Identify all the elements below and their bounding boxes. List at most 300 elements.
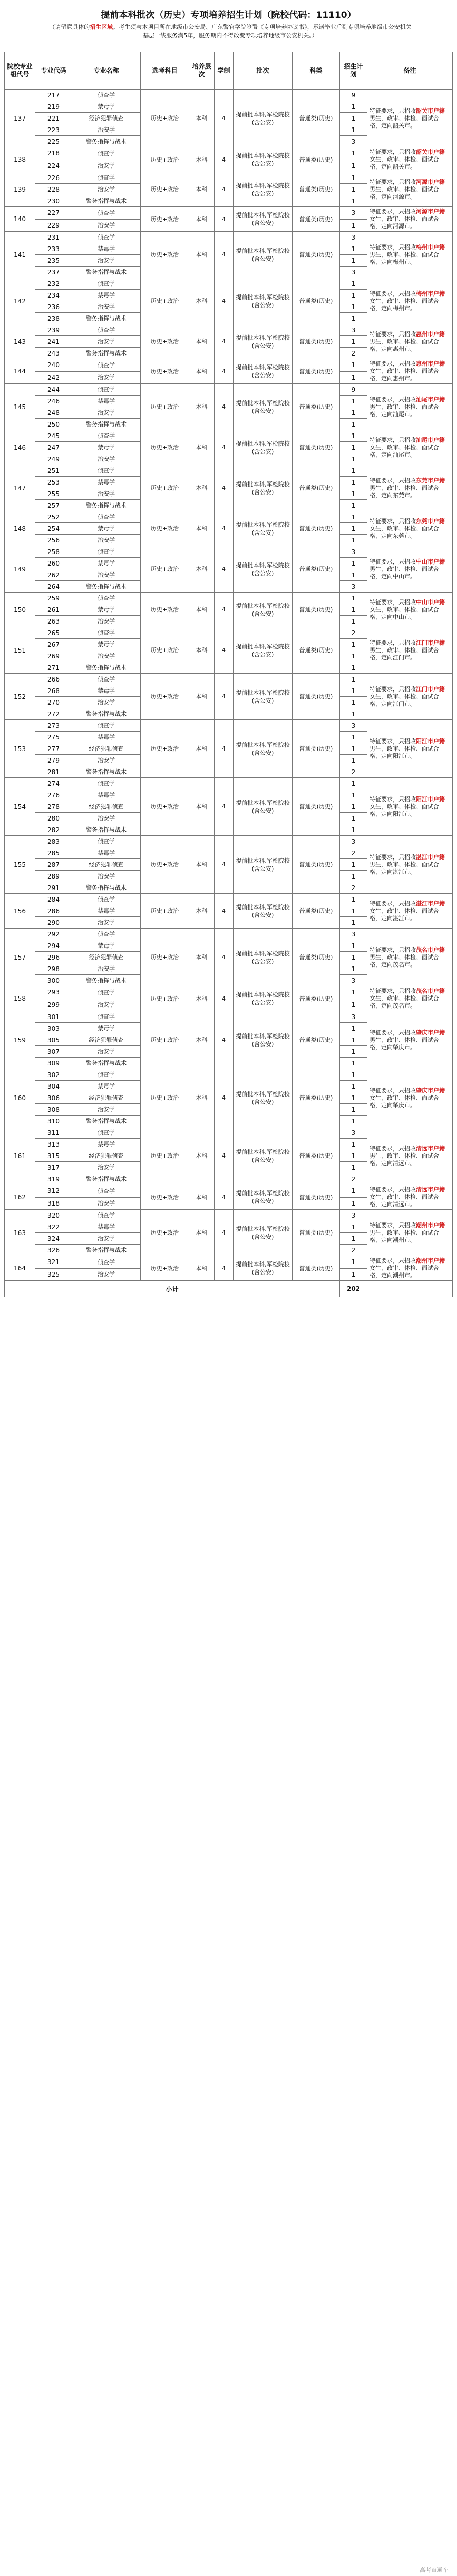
subject-cell: 历史+政治 <box>141 384 189 430</box>
remark-text: 特征要求，只招收 <box>370 1221 416 1229</box>
remark-text: 特征要求，只招收 <box>370 477 416 484</box>
plan-count-cell: 1 <box>340 593 367 604</box>
remark-text: 特征要求，只招收 <box>370 149 416 155</box>
subject-cell: 历史+政治 <box>141 90 189 147</box>
level-cell: 本科 <box>189 324 215 359</box>
enrollment-plan-table <box>4 52 453 1297</box>
remark-highlight: 惠州市户籍 <box>416 360 445 367</box>
remark-highlight: 清远市户籍 <box>416 1144 445 1152</box>
major-name-cell: 治安学 <box>72 616 141 627</box>
table-row <box>5 929 453 940</box>
remark-highlight: 阳江市户籍 <box>416 737 445 745</box>
major-name-cell: 警务指挥与战术 <box>72 1058 141 1069</box>
plan-count-cell: 3 <box>340 1210 367 1221</box>
group-code-cell: 140 <box>5 207 35 232</box>
category-cell: 普通类(历史) <box>293 465 340 511</box>
plan-count-cell: 1 <box>340 824 367 836</box>
major-name-cell: 治安学 <box>72 160 141 172</box>
plan-count-cell: 3 <box>340 975 367 986</box>
plan-count-cell: 1 <box>340 407 367 419</box>
major-code-cell: 310 <box>35 1116 72 1127</box>
subject-cell: 历史+政治 <box>141 207 189 232</box>
plan-count-cell: 2 <box>340 882 367 894</box>
plan-count-cell: 1 <box>340 755 367 766</box>
major-name-cell: 禁毒学 <box>72 940 141 952</box>
major-code-cell: 311 <box>35 1127 72 1139</box>
category-cell: 普通类(历史) <box>293 207 340 232</box>
level-cell: 本科 <box>189 674 215 720</box>
table-row <box>5 324 453 336</box>
subject-cell: 历史+政治 <box>141 1069 189 1127</box>
major-name-cell: 侦查学 <box>72 1011 141 1023</box>
plan-count-cell: 1 <box>340 674 367 685</box>
category-cell: 普通类(历史) <box>293 1185 340 1210</box>
remark-text: 特征要求，只招收 <box>370 396 416 403</box>
category-cell: 普通类(历史) <box>293 929 340 986</box>
major-name-cell: 警务指挥与战术 <box>72 1173 141 1185</box>
plan-count-cell: 1 <box>340 963 367 975</box>
batch-cell: 提前批本科,军检院校(含公安) <box>234 278 293 324</box>
major-name-cell: 禁毒学 <box>72 1081 141 1092</box>
major-code-cell: 228 <box>35 184 72 195</box>
major-code-cell: 243 <box>35 348 72 359</box>
group-code-cell: 155 <box>5 836 35 894</box>
remark-text: 特征要求，只招收 <box>370 517 416 525</box>
plan-count-cell: 1 <box>340 616 367 627</box>
major-code-cell: 322 <box>35 1221 72 1233</box>
major-name-cell: 治安学 <box>72 871 141 882</box>
group-code-cell: 151 <box>5 627 35 674</box>
major-code-cell: 251 <box>35 465 72 477</box>
major-code-cell: 263 <box>35 616 72 627</box>
major-code-cell: 271 <box>35 662 72 674</box>
major-code-cell: 280 <box>35 813 72 824</box>
level-cell: 本科 <box>189 894 215 929</box>
plan-count-cell: 2 <box>340 1245 367 1256</box>
major-code-cell: 289 <box>35 871 72 882</box>
major-code-cell: 318 <box>35 1197 72 1210</box>
batch-cell: 提前批本科,军检院校(含公安) <box>234 1127 293 1185</box>
table-body <box>5 90 453 1297</box>
batch-cell: 提前批本科,军检院校(含公安) <box>234 147 293 172</box>
table-row <box>5 1185 453 1198</box>
category-cell: 普通类(历史) <box>293 627 340 674</box>
level-cell: 本科 <box>189 1011 215 1069</box>
years-cell: 4 <box>215 90 234 147</box>
major-code-cell: 244 <box>35 384 72 396</box>
remark-text: 男生，政审、体检、面试合格，定向中山市。 <box>370 565 439 580</box>
major-code-cell: 223 <box>35 124 72 136</box>
major-name-cell: 警务指挥与战术 <box>72 975 141 986</box>
remark-text: 男生，政审、体检、面试合格，定向清远市。 <box>370 1152 439 1167</box>
table-row <box>5 1210 453 1221</box>
major-name-cell: 经济犯罪侦查 <box>72 1150 141 1162</box>
years-cell: 4 <box>215 627 234 674</box>
major-name-cell: 警务指挥与战术 <box>72 662 141 674</box>
years-cell: 4 <box>215 546 234 593</box>
category-cell: 普通类(历史) <box>293 324 340 359</box>
subject-cell: 历史+政治 <box>141 778 189 836</box>
major-name-cell: 禁毒学 <box>72 290 141 301</box>
plan-count-cell: 1 <box>340 101 367 113</box>
group-code-cell: 153 <box>5 720 35 778</box>
plan-count-cell: 1 <box>340 396 367 407</box>
level-cell: 本科 <box>189 172 215 207</box>
remark-text: 男生，政审、体检、面试合格，定向惠州市。 <box>370 338 439 352</box>
major-name-cell: 禁毒学 <box>72 558 141 569</box>
subject-cell: 历史+政治 <box>141 324 189 359</box>
major-code-cell: 252 <box>35 511 72 523</box>
major-code-cell: 277 <box>35 743 72 755</box>
major-code-cell: 282 <box>35 824 72 836</box>
remark-cell <box>367 359 453 384</box>
remark-text: 女生，政审、体检、面试合格，定向潮州市。 <box>370 1265 439 1279</box>
major-name-cell: 治安学 <box>72 569 141 581</box>
remark-text: 特征要求，只招收 <box>370 1144 416 1152</box>
remark-highlight: 汕尾市户籍 <box>416 436 445 443</box>
group-code-cell: 144 <box>5 359 35 384</box>
group-code-cell: 148 <box>5 511 35 546</box>
total-value-cell: 202 <box>340 1281 367 1297</box>
plan-count-cell: 3 <box>340 720 367 732</box>
major-code-cell: 291 <box>35 882 72 894</box>
level-cell: 本科 <box>189 465 215 511</box>
subject-cell: 历史+政治 <box>141 674 189 720</box>
category-cell: 普通类(历史) <box>293 172 340 207</box>
major-name-cell: 治安学 <box>72 755 141 766</box>
remark-text: 女生，政审、体检、面试合格，定向中山市。 <box>370 606 439 620</box>
major-name-cell: 禁毒学 <box>72 1139 141 1150</box>
plan-count-cell: 3 <box>340 581 367 593</box>
remark-cell <box>367 1256 453 1281</box>
total-label-cell: 小计 <box>5 1281 340 1297</box>
level-cell: 本科 <box>189 1185 215 1210</box>
remark-text: 特征要求，只招收 <box>370 178 416 185</box>
major-code-cell: 290 <box>35 917 72 929</box>
remark-highlight: 中山市户籍 <box>416 598 445 606</box>
level-cell: 本科 <box>189 207 215 232</box>
major-code-cell: 325 <box>35 1268 72 1281</box>
table-row <box>5 593 453 604</box>
remark-text: 女生，政审、体检、面试合格，定向江门市。 <box>370 693 439 707</box>
major-code-cell: 233 <box>35 243 72 255</box>
level-cell: 本科 <box>189 836 215 894</box>
note-text: 。考生须与本项目所在地级市公安局、广东警官学院签署《专项培养协议书》，承诺毕业后到专项培养地级市公安机关基层一线服务满5年，服务期内不得改变专项培养地级市公安机关。） <box>113 24 412 39</box>
level-cell: 本科 <box>189 511 215 546</box>
major-code-cell: 261 <box>35 604 72 616</box>
major-name-cell: 禁毒学 <box>72 243 141 255</box>
level-cell: 本科 <box>189 1256 215 1281</box>
major-name-cell: 经济犯罪侦查 <box>72 801 141 813</box>
major-name-cell: 治安学 <box>72 255 141 267</box>
remark-text: 女生，政审、体检、面试合格，定向汕尾市。 <box>370 443 439 458</box>
major-code-cell: 268 <box>35 685 72 697</box>
remark-highlight: 江门市户籍 <box>416 685 445 693</box>
header-level: 培养层次 <box>189 52 215 90</box>
remark-highlight: 韶关市户籍 <box>416 107 445 114</box>
plan-count-cell: 1 <box>340 535 367 546</box>
table-row <box>5 384 453 396</box>
plan-count-cell: 1 <box>340 1268 367 1281</box>
plan-count-cell: 1 <box>340 243 367 255</box>
major-code-cell: 319 <box>35 1173 72 1185</box>
plan-count-cell: 1 <box>340 917 367 929</box>
remark-highlight: 茂名市户籍 <box>416 946 445 953</box>
batch-cell: 提前批本科,军检院校(含公安) <box>234 1011 293 1069</box>
subject-cell: 历史+政治 <box>141 465 189 511</box>
remark-highlight: 河源市户籍 <box>416 178 445 185</box>
table-row <box>5 207 453 220</box>
years-cell: 4 <box>215 778 234 836</box>
major-name-cell: 治安学 <box>72 535 141 546</box>
major-code-cell: 231 <box>35 232 72 243</box>
major-name-cell: 治安学 <box>72 917 141 929</box>
major-name-cell: 侦查学 <box>72 894 141 905</box>
plan-count-cell: 3 <box>340 836 367 847</box>
remark-text: 特征要求，只招收 <box>370 1087 416 1094</box>
plan-count-cell: 1 <box>340 743 367 755</box>
major-name-cell: 侦查学 <box>72 172 141 184</box>
major-name-cell: 经济犯罪侦查 <box>72 859 141 871</box>
major-name-cell: 禁毒学 <box>72 477 141 488</box>
subject-cell: 历史+政治 <box>141 1011 189 1069</box>
subject-cell: 历史+政治 <box>141 232 189 278</box>
years-cell: 4 <box>215 1011 234 1069</box>
plan-count-cell: 1 <box>340 732 367 743</box>
major-code-cell: 249 <box>35 453 72 465</box>
major-code-cell: 281 <box>35 766 72 778</box>
major-name-cell: 治安学 <box>72 1268 141 1281</box>
remark-text: 女生，政审、体检、面试合格，定向惠州市。 <box>370 368 439 382</box>
remark-text: 特征要求，只招收 <box>370 988 416 994</box>
major-code-cell: 240 <box>35 359 72 372</box>
subject-cell: 历史+政治 <box>141 546 189 593</box>
major-code-cell: 321 <box>35 1256 72 1269</box>
remark-highlight: 东莞市户籍 <box>416 477 445 484</box>
group-code-cell: 145 <box>5 384 35 430</box>
major-code-cell: 299 <box>35 999 72 1011</box>
major-name-cell: 治安学 <box>72 371 141 384</box>
major-code-cell: 308 <box>35 1104 72 1116</box>
remark-highlight: 韶关市户籍 <box>416 149 445 155</box>
group-code-cell: 162 <box>5 1185 35 1210</box>
batch-cell: 提前批本科,军检院校(含公安) <box>234 986 293 1011</box>
major-code-cell: 241 <box>35 336 72 348</box>
batch-cell: 提前批本科,军检院校(含公安) <box>234 359 293 384</box>
table-row <box>5 720 453 732</box>
major-name-cell: 禁毒学 <box>72 847 141 859</box>
plan-count-cell: 1 <box>340 442 367 453</box>
major-name-cell: 警务指挥与战术 <box>72 500 141 511</box>
plan-count-cell: 1 <box>340 184 367 195</box>
remark-text: 特征要求，只招收 <box>370 946 416 953</box>
category-cell: 普通类(历史) <box>293 1127 340 1185</box>
remark-text: 女生，政审、体检、面试合格，定向清远市。 <box>370 1193 439 1208</box>
group-code-cell: 164 <box>5 1256 35 1281</box>
level-cell: 本科 <box>189 627 215 674</box>
plan-count-cell: 1 <box>340 453 367 465</box>
plan-count-cell: 1 <box>340 1116 367 1127</box>
major-name-cell: 警务指挥与战术 <box>72 1245 141 1256</box>
years-cell: 4 <box>215 172 234 207</box>
major-name-cell: 经济犯罪侦查 <box>72 743 141 755</box>
major-name-cell: 经济犯罪侦查 <box>72 1092 141 1104</box>
group-code-cell: 156 <box>5 894 35 929</box>
group-code-cell: 147 <box>5 465 35 511</box>
major-name-cell: 侦查学 <box>72 232 141 243</box>
group-code-cell: 142 <box>5 278 35 324</box>
major-code-cell: 294 <box>35 940 72 952</box>
plan-count-cell: 3 <box>340 546 367 558</box>
major-code-cell: 248 <box>35 407 72 419</box>
major-name-cell: 禁毒学 <box>72 685 141 697</box>
major-code-cell: 237 <box>35 267 72 278</box>
major-code-cell: 264 <box>35 581 72 593</box>
group-code-cell: 139 <box>5 172 35 207</box>
remark-highlight: 东莞市户籍 <box>416 517 445 525</box>
subject-cell: 历史+政治 <box>141 147 189 172</box>
major-name-cell: 侦查学 <box>72 1256 141 1269</box>
major-name-cell: 治安学 <box>72 813 141 824</box>
remark-text: 女生，政审、体检、面试合格，定向韶关市。 <box>370 156 439 170</box>
major-name-cell: 禁毒学 <box>72 604 141 616</box>
major-name-cell: 治安学 <box>72 336 141 348</box>
table-row <box>5 778 453 789</box>
plan-count-cell: 1 <box>340 195 367 207</box>
major-name-cell: 警务指挥与战术 <box>72 348 141 359</box>
remark-text: 特征要求，只招收 <box>370 853 416 861</box>
subject-cell: 历史+政治 <box>141 430 189 465</box>
category-cell: 普通类(历史) <box>293 511 340 546</box>
major-code-cell: 235 <box>35 255 72 267</box>
remark-highlight: 湛江市户籍 <box>416 853 445 861</box>
batch-cell: 提前批本科,军检院校(含公安) <box>234 90 293 147</box>
group-code-cell: 157 <box>5 929 35 986</box>
plan-table-wrapper <box>4 52 452 1297</box>
plan-count-cell: 1 <box>340 1081 367 1092</box>
remark-text: 特征要求，只招收 <box>370 639 416 646</box>
batch-cell: 提前批本科,军检院校(含公安) <box>234 836 293 894</box>
major-code-cell: 242 <box>35 371 72 384</box>
remark-text: 女生，政审、体检、面试合格，定向肇庆市。 <box>370 1094 439 1109</box>
major-code-cell: 257 <box>35 500 72 511</box>
subject-cell: 历史+政治 <box>141 836 189 894</box>
plan-count-cell: 1 <box>340 219 367 232</box>
plan-count-cell: 2 <box>340 627 367 639</box>
remark-cell <box>367 147 453 172</box>
category-cell: 普通类(历史) <box>293 986 340 1011</box>
remark-highlight: 惠州市户籍 <box>416 330 445 338</box>
major-code-cell: 301 <box>35 1011 72 1023</box>
major-name-cell: 禁毒学 <box>72 789 141 801</box>
major-name-cell: 治安学 <box>72 999 141 1011</box>
remark-highlight: 江门市户籍 <box>416 639 445 646</box>
plan-count-cell: 1 <box>340 778 367 789</box>
plan-count-cell: 1 <box>340 359 367 372</box>
level-cell: 本科 <box>189 720 215 778</box>
major-name-cell: 治安学 <box>72 488 141 500</box>
plan-count-cell: 1 <box>340 172 367 184</box>
batch-cell: 提前批本科,军检院校(含公安) <box>234 627 293 674</box>
major-name-cell: 治安学 <box>72 963 141 975</box>
remark-text: 特征要求，只招收 <box>370 795 416 803</box>
major-name-cell: 治安学 <box>72 184 141 195</box>
remark-cell <box>367 1185 453 1210</box>
major-code-cell: 285 <box>35 847 72 859</box>
remark-text: 男生，政审、体检、面试合格，定向汕尾市。 <box>370 403 439 418</box>
major-name-cell: 治安学 <box>72 219 141 232</box>
major-name-cell: 治安学 <box>72 1233 141 1245</box>
major-code-cell: 304 <box>35 1081 72 1092</box>
remark-text: 特征要求，只招收 <box>370 243 416 251</box>
remark-highlight: 阳江市户籍 <box>416 795 445 803</box>
years-cell: 4 <box>215 1210 234 1256</box>
plan-count-cell: 1 <box>340 488 367 500</box>
table-row <box>5 674 453 685</box>
major-code-cell: 221 <box>35 113 72 124</box>
table-row <box>5 278 453 290</box>
group-code-cell: 163 <box>5 1210 35 1256</box>
major-code-cell: 307 <box>35 1046 72 1058</box>
plan-count-cell: 1 <box>340 1150 367 1162</box>
major-name-cell: 警务指挥与战术 <box>72 1116 141 1127</box>
remark-text: 男生，政审、体检、面试合格，定向韶关市。 <box>370 114 439 129</box>
major-name-cell: 侦查学 <box>72 627 141 639</box>
category-cell: 普通类(历史) <box>293 147 340 172</box>
plan-count-cell: 3 <box>340 929 367 940</box>
batch-cell: 提前批本科,军检院校(含公安) <box>234 894 293 929</box>
major-name-cell: 侦查学 <box>72 278 141 290</box>
batch-cell: 提前批本科,军检院校(含公安) <box>234 384 293 430</box>
batch-cell: 提前批本科,军检院校(含公安) <box>234 207 293 232</box>
major-name-cell: 侦查学 <box>72 359 141 372</box>
remark-highlight: 清远市户籍 <box>416 1186 445 1193</box>
subject-cell: 历史+政治 <box>141 593 189 627</box>
subject-cell: 历史+政治 <box>141 929 189 986</box>
group-code-cell: 152 <box>5 674 35 720</box>
table-row <box>5 986 453 999</box>
remark-text: 女生，政审、体检、面试合格，定向河源市。 <box>370 215 439 230</box>
major-code-cell: 236 <box>35 301 72 313</box>
major-code-cell: 266 <box>35 674 72 685</box>
major-code-cell: 238 <box>35 313 72 324</box>
major-code-cell: 256 <box>35 535 72 546</box>
plan-count-cell: 3 <box>340 267 367 278</box>
plan-count-cell: 3 <box>340 136 367 147</box>
remark-text: 男生，政审、体检、面试合格，定向湛江市。 <box>370 861 439 875</box>
major-name-cell: 治安学 <box>72 301 141 313</box>
major-name-cell: 禁毒学 <box>72 905 141 917</box>
category-cell: 普通类(历史) <box>293 359 340 384</box>
major-code-cell: 258 <box>35 546 72 558</box>
major-code-cell: 225 <box>35 136 72 147</box>
remark-text: 女生，政审、体检、面试合格，定向湛江市。 <box>370 907 439 922</box>
major-code-cell: 230 <box>35 195 72 207</box>
plan-count-cell: 1 <box>340 336 367 348</box>
plan-count-cell: 2 <box>340 766 367 778</box>
remark-cell <box>367 929 453 986</box>
plan-count-cell: 1 <box>340 708 367 720</box>
batch-cell: 提前批本科,军检院校(含公安) <box>234 324 293 359</box>
group-code-cell: 158 <box>5 986 35 1011</box>
major-code-cell: 262 <box>35 569 72 581</box>
years-cell: 4 <box>215 147 234 172</box>
major-name-cell: 侦查学 <box>72 1210 141 1221</box>
major-code-cell: 317 <box>35 1162 72 1173</box>
major-code-cell: 234 <box>35 290 72 301</box>
header-remark: 备注 <box>367 52 453 90</box>
major-code-cell: 302 <box>35 1069 72 1081</box>
